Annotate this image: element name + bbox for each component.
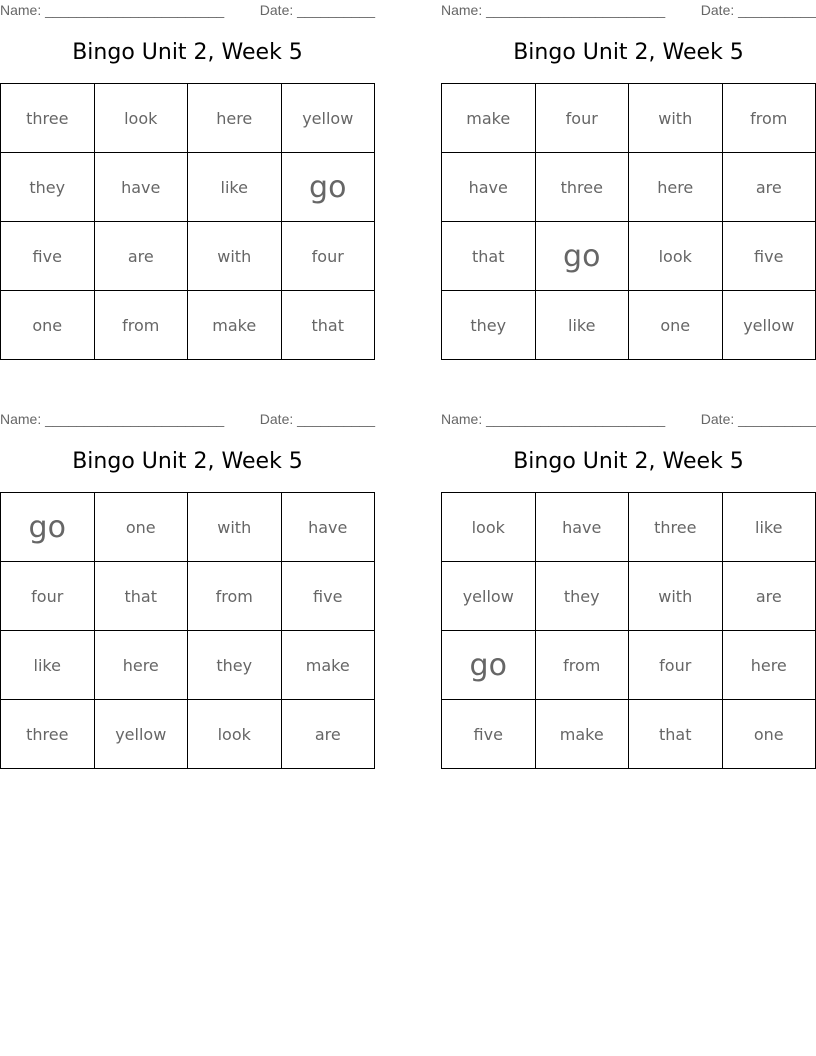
bingo-cell: look	[188, 700, 282, 769]
bingo-cell: here	[188, 84, 282, 153]
grid-row	[442, 493, 816, 562]
bingo-cell: have	[535, 493, 629, 562]
bingo-cell: they	[442, 291, 536, 360]
bingo-cell: four	[1, 562, 95, 631]
grid-row	[1, 84, 375, 153]
bingo-cell: with	[188, 493, 282, 562]
bingo-cell: yellow	[94, 700, 188, 769]
card-header	[0, 411, 375, 429]
card-header	[0, 2, 375, 20]
bingo-cell: like	[722, 493, 816, 562]
bingo-cell: look	[442, 493, 536, 562]
bingo-cell: have	[281, 493, 375, 562]
bingo-cell: are	[722, 562, 816, 631]
date-field: Date: __________	[700, 2, 816, 18]
bingo-cell: they	[535, 562, 629, 631]
bingo-cell: with	[629, 84, 723, 153]
bingo-cell: three	[1, 84, 95, 153]
bingo-cell: here	[722, 631, 816, 700]
grid-row	[1, 222, 375, 291]
bingo-cell: look	[629, 222, 723, 291]
bingo-grid	[0, 492, 375, 769]
bingo-cell: they	[188, 631, 282, 700]
bingo-cell: that	[442, 222, 536, 291]
bingo-cell: from	[535, 631, 629, 700]
bingo-cell: one	[629, 291, 723, 360]
bingo-cell: look	[94, 84, 188, 153]
bingo-cell: one	[722, 700, 816, 769]
name-field: Name: _______________________	[441, 411, 666, 427]
date-field: Date: __________	[259, 411, 375, 427]
bingo-cell: one	[1, 291, 95, 360]
bingo-cell: yellow	[722, 291, 816, 360]
bingo-cell: they	[1, 153, 95, 222]
card-header	[441, 2, 816, 20]
bingo-grid	[0, 83, 375, 360]
bingo-cell: from	[722, 84, 816, 153]
grid-row	[442, 84, 816, 153]
grid-row	[1, 291, 375, 360]
bingo-cell: here	[94, 631, 188, 700]
card-header	[441, 411, 816, 429]
date-field: Date: __________	[700, 411, 816, 427]
bingo-cell: make	[281, 631, 375, 700]
grid-row	[1, 562, 375, 631]
bingo-cell: four	[281, 222, 375, 291]
card-title: Bingo Unit 2, Week 5	[513, 449, 744, 474]
bingo-cell: three	[1, 700, 95, 769]
bingo-cell: one	[94, 493, 188, 562]
bingo-cell: four	[629, 631, 723, 700]
bingo-cell: here	[629, 153, 723, 222]
bingo-cell: go	[535, 222, 629, 291]
name-field: Name: _______________________	[441, 2, 666, 18]
bingo-cell: five	[722, 222, 816, 291]
bingo-cell: that	[94, 562, 188, 631]
bingo-cell: five	[1, 222, 95, 291]
bingo-cell: with	[629, 562, 723, 631]
bingo-cell: from	[94, 291, 188, 360]
bingo-cell: with	[188, 222, 282, 291]
bingo-cell: like	[188, 153, 282, 222]
bingo-cell: that	[629, 700, 723, 769]
bingo-grid	[441, 83, 816, 360]
bingo-cell: from	[188, 562, 282, 631]
bingo-cell: four	[535, 84, 629, 153]
bingo-cell: go	[1, 493, 95, 562]
bingo-cell: have	[442, 153, 536, 222]
card-title: Bingo Unit 2, Week 5	[72, 449, 303, 474]
name-field: Name: _______________________	[0, 411, 225, 427]
bingo-cell: make	[188, 291, 282, 360]
grid-row	[442, 291, 816, 360]
grid-row	[442, 562, 816, 631]
name-field: Name: _______________________	[0, 2, 225, 18]
card-title: Bingo Unit 2, Week 5	[72, 40, 303, 65]
grid-row	[1, 493, 375, 562]
grid-row	[1, 700, 375, 769]
bingo-cell: have	[94, 153, 188, 222]
bingo-cell: three	[535, 153, 629, 222]
bingo-cell: like	[1, 631, 95, 700]
bingo-grid	[441, 492, 816, 769]
bingo-cell: three	[629, 493, 723, 562]
bingo-cell: are	[281, 700, 375, 769]
bingo-cell: yellow	[281, 84, 375, 153]
bingo-cell: five	[442, 700, 536, 769]
bingo-cell: yellow	[442, 562, 536, 631]
grid-row	[1, 153, 375, 222]
bingo-cell: are	[94, 222, 188, 291]
grid-row	[442, 153, 816, 222]
bingo-cell: are	[722, 153, 816, 222]
bingo-cell: five	[281, 562, 375, 631]
grid-row	[1, 631, 375, 700]
grid-row	[442, 700, 816, 769]
grid-row	[442, 222, 816, 291]
card-title: Bingo Unit 2, Week 5	[513, 40, 744, 65]
bingo-cell: like	[535, 291, 629, 360]
bingo-cell: make	[442, 84, 536, 153]
grid-row	[442, 631, 816, 700]
bingo-cell: make	[535, 700, 629, 769]
bingo-cell: go	[442, 631, 536, 700]
bingo-cell: that	[281, 291, 375, 360]
date-field: Date: __________	[259, 2, 375, 18]
bingo-cell: go	[281, 153, 375, 222]
